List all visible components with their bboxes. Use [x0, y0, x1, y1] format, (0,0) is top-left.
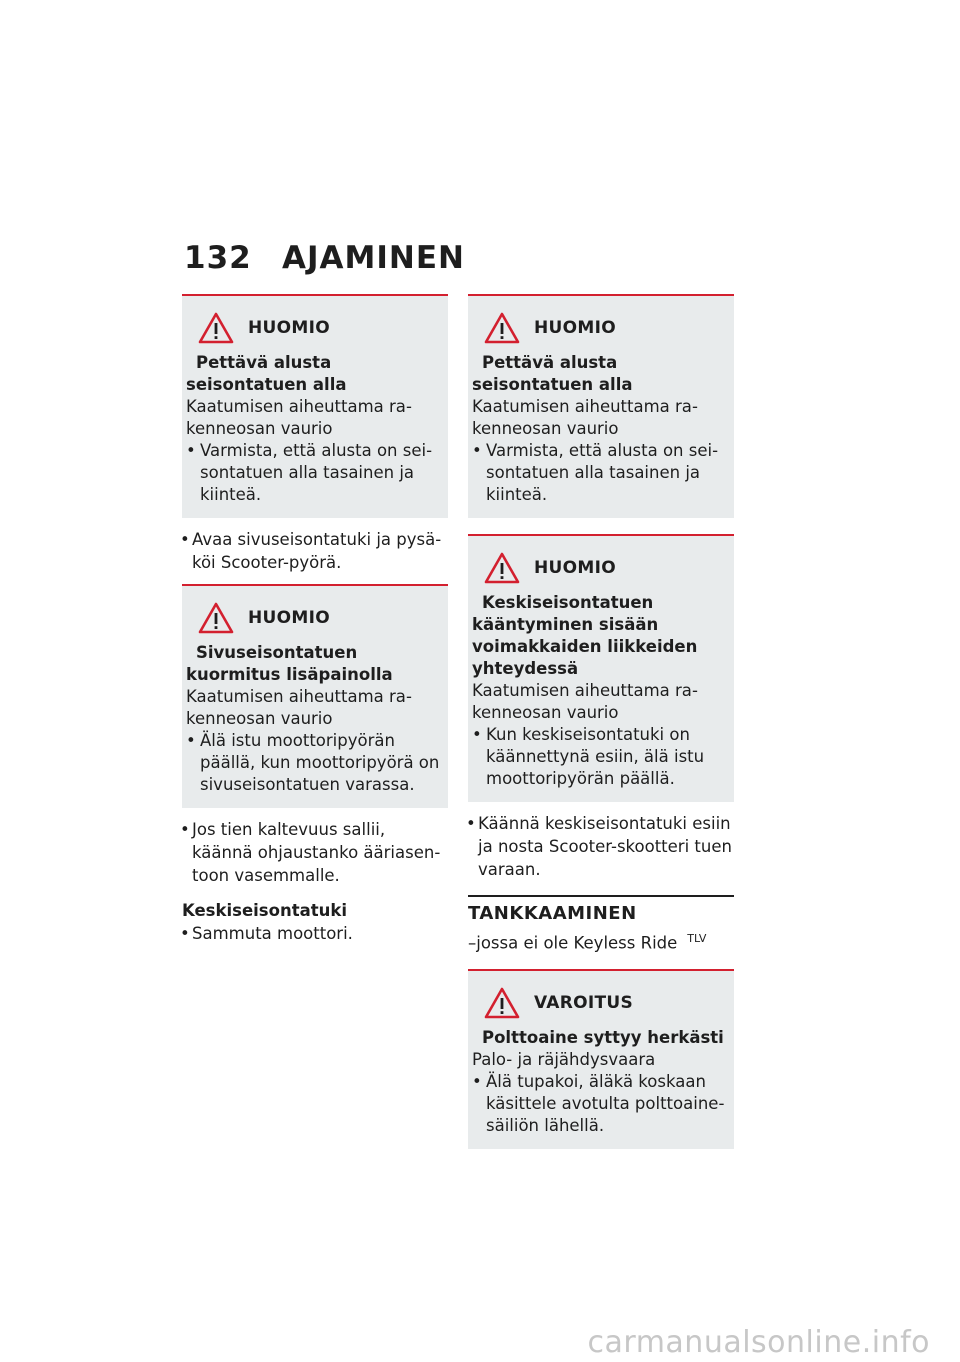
warning-triangle-icon: [484, 312, 520, 344]
section-note: [468, 932, 734, 953]
warning-header: [472, 985, 726, 1021]
notice-subject: Keskiseisontatuen kääntyminen sisään voimakkaiden liikkeiden yhteydessä: [472, 593, 698, 678]
section-note-code: TLV: [687, 932, 707, 945]
notice-header: [186, 310, 440, 346]
subsection-heading: Keskiseisontatuki: [182, 901, 347, 920]
warning-triangle-icon: [198, 312, 234, 344]
notice-subject: Sivuseisontatuen kuormitus lisäpainolla: [186, 643, 393, 684]
step-bullet-icon: •: [466, 814, 476, 833]
notice-consequence: Kaatumisen aiheuttama rakenneosan vaurio: [472, 681, 698, 722]
notice-box: [182, 294, 448, 518]
warning-triangle-icon: [484, 552, 520, 584]
notice-title: HUOMIO: [534, 558, 616, 578]
notice-action-text: Älä istu moottoripyörän päällä, kun moottoripyörä on sivuseisontatuen varassa.: [200, 731, 440, 794]
step-bullet-icon: •: [180, 530, 190, 549]
bullet-dot-icon: •: [472, 441, 482, 460]
warning-box: [468, 969, 734, 1149]
instruction-step: [182, 922, 448, 945]
notice-box: [182, 584, 448, 808]
step-bullet-icon: •: [180, 924, 190, 943]
notice-consequence: Kaatumisen aiheuttama rakenneosan vaurio: [186, 397, 412, 438]
notice-action-text: Kun keskiseisontatuki on käännettynä esiin, älä istu moottoripyörän päällä.: [486, 725, 705, 788]
left-column: [182, 294, 448, 955]
instruction-step: [182, 528, 448, 574]
warning-action: [472, 1071, 726, 1137]
notice-action: [186, 440, 440, 506]
notice-box: [468, 534, 734, 802]
step-text: Käännä keskiseisontatuki esiin ja nosta Scooter-skootteri tuen varaan.: [478, 814, 732, 879]
section-heading: TANKKAAMINEN: [468, 895, 734, 924]
notice-title: HUOMIO: [248, 608, 330, 628]
notice-action: [472, 724, 726, 790]
page-header: [184, 240, 465, 276]
warning-subject: Polttoaine syttyy herkästi: [482, 1027, 724, 1047]
warning-triangle-icon: [484, 987, 520, 1019]
instruction-step: [468, 812, 734, 881]
bullet-dot-icon: •: [186, 441, 196, 460]
step-text: Sammuta moottori.: [192, 924, 353, 943]
notice-action-text: Varmista, että alusta on seisontatuen alla tasainen ja kiinteä.: [200, 441, 433, 504]
bullet-dot-icon: •: [186, 731, 196, 750]
notice-subject: Pettävä alusta seisontatuen alla: [472, 353, 633, 394]
notice-box: [468, 294, 734, 518]
instruction-step: [182, 818, 448, 887]
step-bullet-icon: •: [180, 820, 190, 839]
notice-title: HUOMIO: [534, 318, 616, 338]
right-column: [468, 294, 734, 1159]
watermark: carmanualsonline.info: [587, 1325, 930, 1360]
notice-header: [472, 550, 726, 586]
section-note-text: –jossa ei ole Keyless Ride: [468, 933, 678, 953]
step-text: Avaa sivuseisontatuki ja pysäköi Scooter-pyörä.: [192, 530, 442, 572]
notice-action-text: Varmista, että alusta on seisontatuen alla tasainen ja kiinteä.: [486, 441, 719, 504]
warning-title: VAROITUS: [534, 992, 634, 1013]
step-text: Jos tien kaltevuus sallii, käännä ohjaustanko ääriasentoon vasemmalle.: [192, 820, 441, 885]
warning-action-text: Älä tupakoi, äläkä koskaan käsittele avotulta polttoainesäiliön lähellä.: [486, 1071, 725, 1135]
notice-header: [186, 600, 440, 636]
notice-action: [472, 440, 726, 506]
notice-action: [186, 730, 440, 796]
page-number: 132: [184, 240, 252, 276]
bullet-dot-icon: •: [472, 1071, 482, 1091]
warning-triangle-icon: [198, 602, 234, 634]
notice-consequence: Kaatumisen aiheuttama rakenneosan vaurio: [186, 687, 412, 728]
notice-header: [472, 310, 726, 346]
chapter-title: AJAMINEN: [282, 240, 465, 276]
bullet-dot-icon: •: [472, 725, 482, 744]
notice-consequence: Kaatumisen aiheuttama rakenneosan vaurio: [472, 397, 698, 438]
notice-title: HUOMIO: [248, 318, 330, 338]
warning-consequence: Palo- ja räjähdysvaara: [472, 1049, 656, 1069]
notice-subject: Pettävä alusta seisontatuen alla: [186, 353, 347, 394]
